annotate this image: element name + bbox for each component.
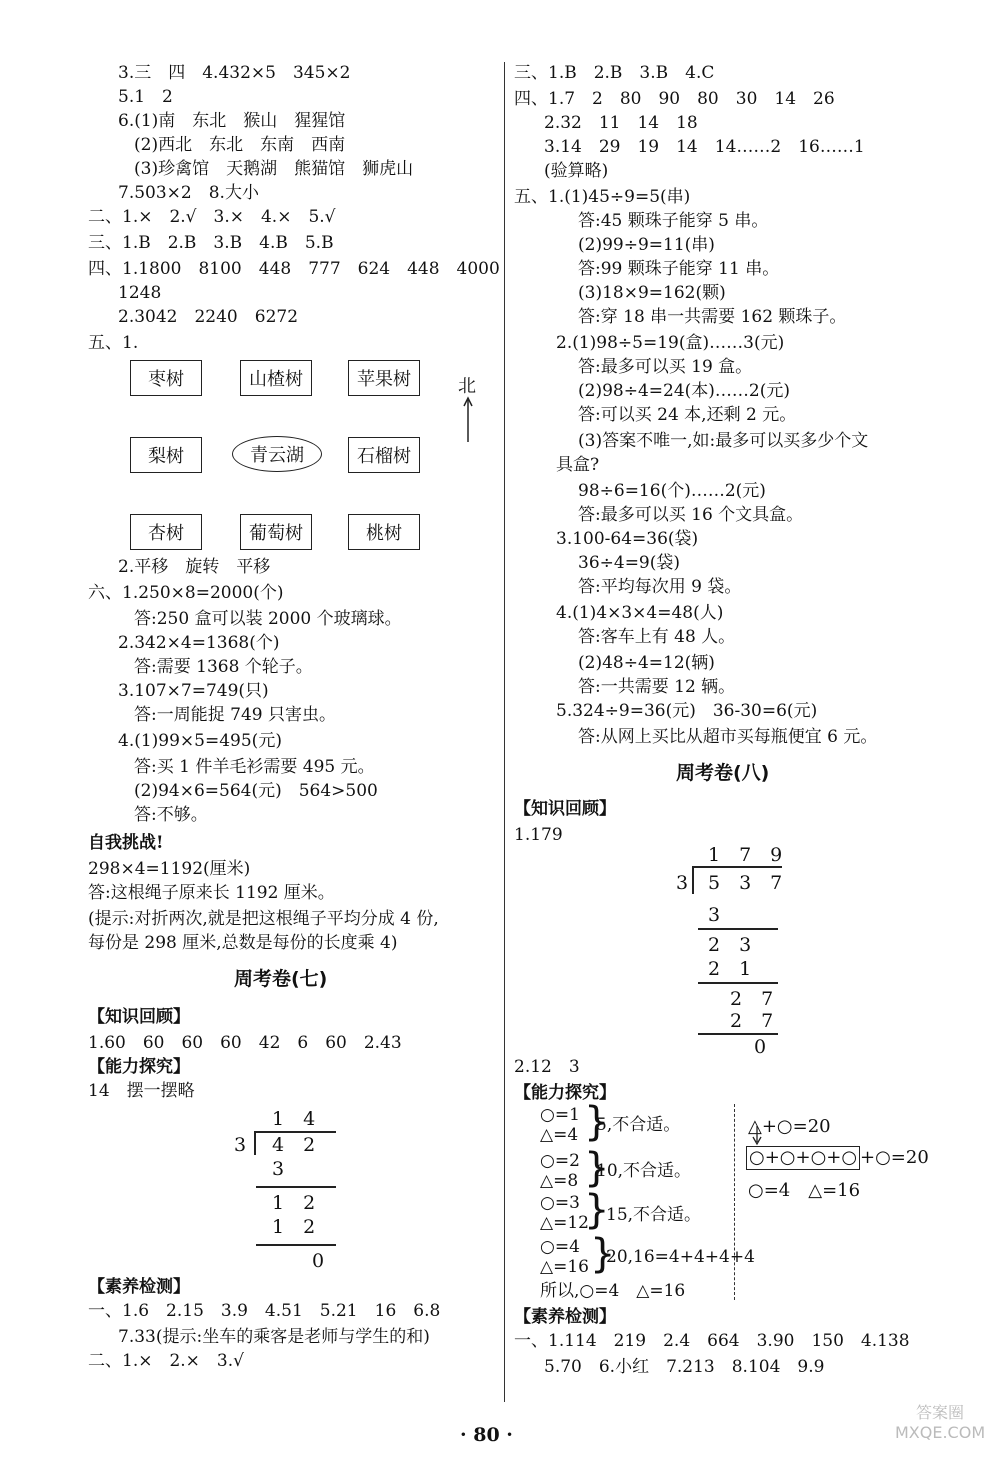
right-line-17: 具盒? [556, 455, 600, 475]
map-box-hawthorn: 山楂树 [240, 360, 312, 396]
div7-rem-2: 0 [312, 1250, 325, 1272]
trial-3-b: △=12 [540, 1213, 589, 1233]
div8-rem-3: 0 [754, 1036, 767, 1058]
right-line-10: (3)18×9=162(颗) [578, 283, 726, 303]
left-heading-explore: 【能力探究】 [88, 1057, 190, 1077]
challenge-line-3: (提示:对折两次,就是把这根绳子平均分成 4 份, [88, 909, 439, 929]
left-line-8: 三、1.B 2.B 3.B 4.B 5.B [88, 233, 334, 253]
div8-line-1 [698, 928, 778, 930]
left-line-21: 答:买 1 件羊毛衫需要 495 元。 [134, 757, 375, 777]
challenge-line-2: 答:这根绳子原来长 1192 厘米。 [88, 883, 335, 903]
div7-line-2 [256, 1244, 336, 1246]
div7-quotient: 1 4 [272, 1108, 316, 1130]
right-heading-review: 【知识回顾】 [514, 799, 616, 819]
div8-sub-3: 2 7 [730, 1010, 774, 1032]
challenge-title: 自我挑战! [88, 833, 164, 853]
right-line-20: 3.100-64=36(袋) [556, 529, 699, 549]
left-line-10: 1248 [118, 283, 162, 303]
section-title-7: 周考卷(七) [234, 968, 328, 990]
trial-1-result: 5,不合适。 [596, 1115, 681, 1135]
left-line-16: 2.342×4=1368(个) [118, 633, 280, 653]
map-box-grape: 葡萄树 [240, 514, 312, 550]
trial-conclusion: 所以,○=4 △=16 [540, 1281, 686, 1301]
right-line-16: (3)答案不唯一,如:最多可以买多少个文 [578, 431, 869, 451]
dashed-divider [734, 1104, 735, 1300]
div7-line-1 [256, 1186, 336, 1188]
brace-icon: } [584, 1187, 610, 1233]
column-divider [504, 62, 505, 1402]
right-line-26: 答:一共需要 12 辆。 [578, 677, 736, 697]
div8-dividend: 5 3 7 [708, 872, 783, 894]
left-quality-line-2: 7.33(提示:坐车的乘客是老师与学生的和) [118, 1327, 430, 1347]
section-title-8: 周考卷(八) [676, 762, 770, 784]
right-line-18: 98÷6=16(个)……2(元) [578, 481, 766, 501]
div8-quotient: 1 7 9 [708, 844, 783, 866]
right-line-4: 3.14 29 19 14 14……2 16……1 [544, 137, 865, 157]
trial-3-result: 15,不合适。 [606, 1205, 702, 1225]
trial-4-b: △=16 [540, 1257, 589, 1277]
map-box-apricot: 杏树 [130, 514, 202, 550]
right-line-7: 答:45 颗珠子能穿 5 串。 [578, 211, 769, 231]
right-line-3: 2.32 11 14 18 [544, 113, 698, 133]
north-label: 北 [458, 376, 476, 397]
right-line-27: 5.324÷9=36(元) 36-30=6(元) [556, 701, 818, 721]
trial-2-result: 10,不合适。 [596, 1161, 692, 1181]
left-quality-line-3: 二、1.× 2.× 3.√ [88, 1351, 244, 1371]
left-line-9: 四、1.1800 8100 448 777 624 448 4000 [88, 259, 500, 279]
right-line-6: 五、1.(1)45÷9=5(串) [514, 187, 691, 207]
right-line-1: 三、1.B 2.B 3.B 4.C [514, 63, 715, 83]
left-line-22: (2)94×6=564(元) 564>500 [134, 781, 378, 801]
left-line-11: 2.3042 2240 6272 [118, 307, 299, 327]
map-box-jujube: 枣树 [130, 360, 202, 396]
right-quality-line-1: 一、1.114 219 2.4 664 3.90 150 4.138 [514, 1331, 910, 1351]
right-line-21: 36÷4=9(袋) [578, 553, 681, 573]
right-review-answer: 1.179 [514, 825, 563, 845]
left-line-5: (3)珍禽馆 天鹅湖 熊猫馆 狮虎山 [134, 159, 414, 179]
right-line-22: 答:平均每次用 9 袋。 [578, 577, 742, 597]
div7-sub-2: 1 2 [272, 1216, 316, 1238]
map-box-peach: 桃树 [348, 514, 420, 550]
left-line-2: 5.1 2 [118, 87, 173, 107]
right-line-11: 答:穿 18 串一共需要 162 颗珠子。 [578, 307, 847, 327]
div7-bracket [254, 1131, 256, 1155]
right-review-answer-2: 2.12 3 [514, 1057, 580, 1077]
right-line-15: 答:可以买 24 本,还剩 2 元。 [578, 405, 797, 425]
div8-bracket [692, 866, 694, 894]
right-line-24: 答:客车上有 48 人。 [578, 627, 736, 647]
left-quality-line-1: 一、1.6 2.15 3.9 4.51 5.21 16 6.8 [88, 1301, 441, 1321]
challenge-line-4: 每份是 298 厘米,总数是每份的长度乘 4) [88, 933, 398, 953]
watermark-logo: 答案圈 MXQE.COM [895, 1403, 986, 1442]
right-line-2: 四、1.7 2 80 90 80 30 14 26 [514, 89, 835, 109]
down-arrow-icon [750, 1124, 764, 1146]
trial-4-result: 20,16=4+4+4+4 [606, 1247, 755, 1267]
div7-bar [256, 1131, 336, 1133]
trial-2-b: △=8 [540, 1171, 579, 1191]
div8-sub-1: 3 [708, 904, 721, 926]
trial-3-a: ○=3 [540, 1193, 580, 1213]
challenge-line-1: 298×4=1192(厘米) [88, 859, 251, 879]
div7-rem-1: 1 2 [272, 1192, 316, 1214]
right-line-13: 答:最多可以买 19 盒。 [578, 357, 753, 377]
div7-dividend: 4 2 [272, 1134, 316, 1156]
left-explore-answer: 14 摆一摆略 [88, 1081, 195, 1101]
left-line-18: 3.107×7=749(只) [118, 681, 269, 701]
left-line-13: 2.平移 旋转 平移 [118, 557, 271, 577]
left-line-4: (2)西北 东北 东南 西南 [134, 135, 346, 155]
left-line-6: 7.503×2 8.大小 [118, 183, 259, 203]
right-line-12: 2.(1)98÷5=19(盒)……3(元) [556, 333, 785, 353]
left-line-20: 4.(1)99×5=495(元) [118, 731, 282, 751]
right-line-28: 答:从网上买比从超市买每瓶便宜 6 元。 [578, 727, 878, 747]
left-line-14: 六、1.250×8=2000(个) [88, 583, 284, 603]
div8-rem-2: 2 7 [730, 988, 774, 1010]
substitution-box: ○+○+○+○ [746, 1146, 860, 1170]
div8-divisor: 3 [676, 872, 689, 894]
right-line-9: 答:99 颗珠子能穿 11 串。 [578, 259, 780, 279]
left-line-19: 答:一周能捉 749 只害虫。 [134, 705, 336, 725]
right-line-25: (2)48÷4=12(辆) [578, 653, 715, 673]
div8-bar [694, 866, 782, 868]
brace-icon: } [590, 1231, 616, 1277]
div8-line-3 [698, 1033, 778, 1035]
map-box-pear: 梨树 [130, 437, 202, 473]
relation-eq-3: ○=4 △=16 [748, 1180, 861, 1201]
div8-sub-2: 2 1 [708, 958, 752, 980]
right-line-8: (2)99÷9=11(串) [578, 235, 715, 255]
left-review-answers: 1.60 60 60 60 42 6 60 2.43 [88, 1033, 402, 1053]
div8-rem-1: 2 3 [708, 934, 752, 956]
left-line-17: 答:需要 1368 个轮子。 [134, 657, 313, 677]
map-box-apple: 苹果树 [348, 360, 420, 396]
trial-1-a: ○=1 [540, 1105, 580, 1125]
trial-4-a: ○=4 [540, 1237, 580, 1257]
relation-eq-2: +○=20 [860, 1147, 929, 1168]
div7-divisor: 3 [234, 1134, 247, 1156]
trial-2-a: ○=2 [540, 1151, 580, 1171]
div8-line-2 [698, 982, 778, 984]
left-line-23: 答:不够。 [134, 805, 208, 825]
left-line-3: 6.(1)南 东北 猴山 猩猩馆 [118, 111, 346, 131]
left-line-15: 答:250 盒可以装 2000 个玻璃球。 [134, 609, 402, 629]
map-oval-lake: 青云湖 [232, 436, 322, 472]
left-line-1: 3.三 四 4.432×5 345×2 [118, 63, 351, 83]
right-line-19: 答:最多可以买 16 个文具盒。 [578, 505, 804, 525]
left-heading-quality: 【素养检测】 [88, 1277, 190, 1297]
north-arrow-icon [460, 396, 476, 444]
left-heading-review: 【知识回顾】 [88, 1007, 190, 1027]
page-number: · 80 · [460, 1424, 513, 1446]
right-quality-line-2: 5.70 6.小红 7.213 8.104 9.9 [544, 1357, 825, 1377]
brace-icon: } [584, 1145, 610, 1191]
right-line-14: (2)98÷4=24(本)……2(元) [578, 381, 790, 401]
right-heading-quality: 【素养检测】 [514, 1307, 616, 1327]
right-line-5: (验算略) [544, 161, 609, 181]
right-line-23: 4.(1)4×3×4=48(人) [556, 603, 724, 623]
div7-sub-1: 3 [272, 1158, 285, 1180]
relation-eq-1: △+○=20 [748, 1116, 831, 1137]
trial-1-b: △=4 [540, 1125, 579, 1145]
left-line-7: 二、1.× 2.√ 3.× 4.× 5.√ [88, 207, 336, 227]
brace-icon: } [584, 1099, 610, 1145]
map-box-pomegranate: 石榴树 [348, 437, 420, 473]
right-heading-explore: 【能力探究】 [514, 1083, 616, 1103]
left-line-12: 五、1. [88, 333, 139, 353]
